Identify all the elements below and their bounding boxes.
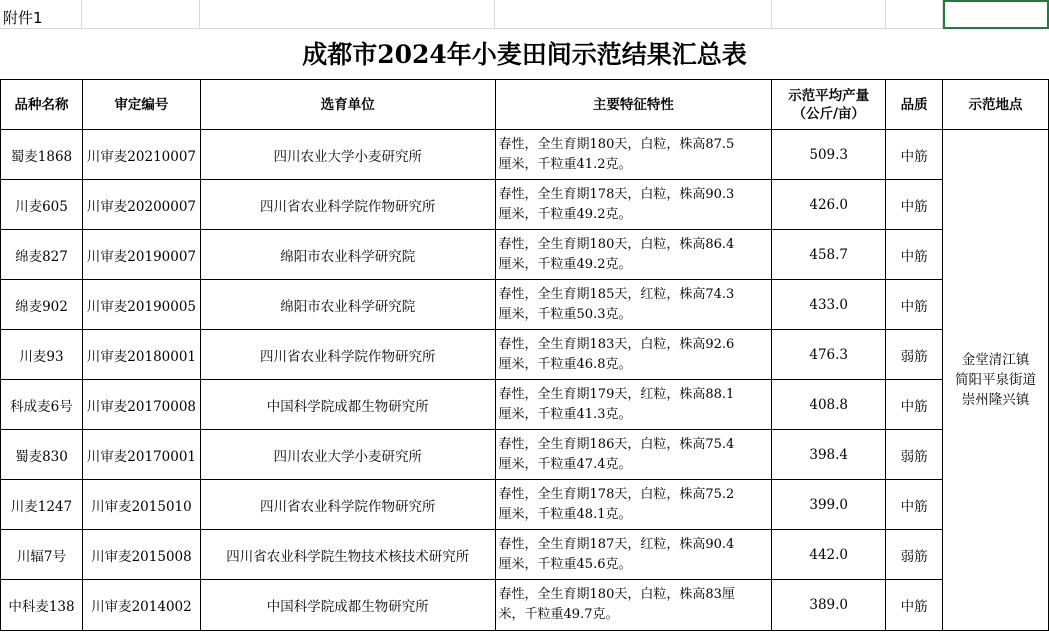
- breeder-cell[interactable]: 中国科学院成都生物研究所: [200, 380, 495, 430]
- selected-cell-g1[interactable]: [943, 0, 1049, 29]
- traits-line-1: 春性，全生育期180天，白粒，株高86.4: [498, 236, 735, 252]
- quality-cell[interactable]: 中筋: [886, 380, 943, 430]
- page-title: 成都市2024年小麦田间示范结果汇总表: [302, 40, 747, 69]
- traits-line-1: 春性，全生育期185天，红粒，株高74.3: [498, 286, 735, 302]
- traits-cell[interactable]: [495, 330, 772, 380]
- table-row: [1, 280, 1049, 330]
- approval-cell[interactable]: 川审麦2014002: [82, 580, 200, 631]
- table-row: [1, 430, 1049, 480]
- table-row: [1, 180, 1049, 230]
- variety-cell[interactable]: 绵麦902: [1, 280, 83, 330]
- site-line: 金堂清江镇: [961, 352, 1030, 368]
- variety-cell[interactable]: 蜀麦1868: [1, 130, 83, 180]
- table-row: [1, 480, 1049, 530]
- traits-cell[interactable]: [495, 280, 772, 330]
- yield-cell[interactable]: 442.0: [772, 530, 886, 580]
- traits-line-2: 厘米，千粒重50.3克。: [498, 306, 632, 322]
- table-row: [1, 530, 1049, 580]
- quality-cell[interactable]: 中筋: [886, 130, 943, 180]
- approval-cell[interactable]: 川审麦2015010: [82, 480, 200, 530]
- approval-cell[interactable]: 川审麦20180001: [82, 330, 200, 380]
- traits-cell[interactable]: [495, 180, 772, 230]
- yield-cell[interactable]: 509.3: [772, 130, 886, 180]
- header-quality[interactable]: 品质: [886, 80, 943, 130]
- variety-cell[interactable]: 科成麦6号: [1, 380, 83, 430]
- breeder-cell[interactable]: 四川省农业科学院生物技术核技术研究所: [200, 530, 495, 580]
- cell-d1[interactable]: [495, 0, 772, 29]
- quality-cell[interactable]: 中筋: [886, 580, 943, 631]
- variety-cell[interactable]: 川麦605: [1, 180, 83, 230]
- spreadsheet-top-grid: [0, 0, 1049, 30]
- traits-cell[interactable]: [495, 530, 772, 580]
- site-line: 崇州隆兴镇: [961, 392, 1030, 408]
- yield-cell[interactable]: 426.0: [772, 180, 886, 230]
- yield-cell[interactable]: 389.0: [772, 580, 886, 631]
- traits-line-1: 春性，全生育期178天，白粒，株高75.2: [498, 486, 735, 502]
- yield-cell[interactable]: 476.3: [772, 330, 886, 380]
- quality-cell[interactable]: 中筋: [886, 180, 943, 230]
- header-approval[interactable]: 审定编号: [82, 80, 200, 130]
- traits-line-1: 春性，全生育期180天，白粒，株高87.5: [498, 136, 735, 152]
- traits-cell[interactable]: [495, 430, 772, 480]
- quality-cell[interactable]: 中筋: [886, 480, 943, 530]
- traits-line-1: 春性，全生育期186天，白粒，株高75.4: [498, 436, 735, 452]
- header-traits[interactable]: 主要特征特性: [495, 80, 772, 130]
- yield-cell[interactable]: 398.4: [772, 430, 886, 480]
- traits-line-1: 春性，全生育期179天，红粒，株高88.1: [498, 386, 735, 402]
- header-yield-line2: （公斤/亩）: [792, 105, 865, 122]
- cell-c1[interactable]: [200, 0, 495, 29]
- traits-line-1: 春性，全生育期180天，白粒，株高83厘: [498, 587, 735, 602]
- cell-e1[interactable]: [772, 0, 886, 29]
- table-row: [1, 380, 1049, 430]
- traits-line-1: 春性，全生育期178天，白粒，株高90.3: [498, 186, 735, 202]
- quality-cell[interactable]: 中筋: [886, 280, 943, 330]
- traits-line-1: 春性，全生育期187天，红粒，株高90.4: [498, 536, 735, 552]
- approval-cell[interactable]: 川审麦20200007: [82, 180, 200, 230]
- traits-cell[interactable]: [495, 230, 772, 280]
- quality-cell[interactable]: 弱筋: [886, 330, 943, 380]
- breeder-cell[interactable]: 绵阳市农业科学研究院: [200, 230, 495, 280]
- variety-cell[interactable]: 川辐7号: [1, 530, 83, 580]
- variety-cell[interactable]: 蜀麦830: [1, 430, 83, 480]
- quality-cell[interactable]: 弱筋: [886, 430, 943, 480]
- quality-cell[interactable]: 弱筋: [886, 530, 943, 580]
- traits-line-2: 厘米，千粒重49.2克。: [498, 206, 632, 222]
- attachment-label: 附件1: [3, 9, 43, 27]
- traits-line-2: 厘米，千粒重47.4克。: [498, 456, 632, 472]
- traits-line-2: 米，千粒重49.7克。: [498, 607, 619, 622]
- approval-cell[interactable]: 川审麦20190007: [82, 230, 200, 280]
- traits-line-2: 厘米，千粒重48.1克。: [498, 506, 632, 522]
- header-yield-line1: 示范平均产量: [788, 87, 870, 104]
- header-breeder[interactable]: 选育单位: [200, 80, 495, 130]
- header-yield[interactable]: [772, 80, 886, 130]
- traits-line-2: 厘米，千粒重41.2克。: [498, 156, 632, 172]
- traits-line-2: 厘米，千粒重49.2克。: [498, 256, 632, 272]
- approval-cell[interactable]: 川审麦20210007: [82, 130, 200, 180]
- breeder-cell[interactable]: 四川农业大学小麦研究所: [200, 430, 495, 480]
- traits-cell[interactable]: [495, 580, 772, 631]
- header-site[interactable]: 示范地点: [943, 80, 1049, 130]
- traits-line-2: 厘米，千粒重45.6克。: [498, 556, 632, 572]
- traits-cell[interactable]: [495, 130, 772, 180]
- cell-f1[interactable]: [886, 0, 943, 29]
- yield-cell[interactable]: 433.0: [772, 280, 886, 330]
- header-variety[interactable]: 品种名称: [1, 80, 83, 130]
- breeder-cell[interactable]: 四川省农业科学院作物研究所: [200, 180, 495, 230]
- traits-cell[interactable]: [495, 380, 772, 430]
- traits-line-2: 厘米，千粒重41.3克。: [498, 406, 632, 422]
- breeder-cell[interactable]: 中国科学院成都生物研究所: [200, 580, 495, 631]
- header-row: [1, 80, 1049, 130]
- breeder-cell[interactable]: 绵阳市农业科学研究院: [200, 280, 495, 330]
- variety-cell[interactable]: 绵麦827: [1, 230, 83, 280]
- yield-cell[interactable]: 399.0: [772, 480, 886, 530]
- table-body: [1, 130, 1049, 631]
- cell-b1[interactable]: [82, 0, 200, 29]
- approval-cell[interactable]: 川审麦20170001: [82, 430, 200, 480]
- approval-cell[interactable]: 川审麦2015008: [82, 530, 200, 580]
- approval-cell[interactable]: 川审麦20170008: [82, 380, 200, 430]
- variety-cell[interactable]: 川麦1247: [1, 480, 83, 530]
- site-cell[interactable]: [943, 130, 1049, 631]
- yield-cell[interactable]: 408.8: [772, 380, 886, 430]
- breeder-cell[interactable]: 四川省农业科学院作物研究所: [200, 480, 495, 530]
- yield-cell[interactable]: 458.7: [772, 230, 886, 280]
- traits-line-2: 厘米，千粒重46.8克。: [498, 356, 632, 372]
- quality-cell[interactable]: 中筋: [886, 230, 943, 280]
- table-row: [1, 230, 1049, 280]
- site-line: 简阳平泉街道: [955, 372, 1037, 388]
- breeder-cell[interactable]: 四川农业大学小麦研究所: [200, 130, 495, 180]
- table-row: [1, 330, 1049, 380]
- table-row: [1, 130, 1049, 180]
- traits-cell[interactable]: [495, 480, 772, 530]
- table-row: [1, 580, 1049, 631]
- breeder-cell[interactable]: 四川省农业科学院作物研究所: [200, 330, 495, 380]
- summary-table: [0, 79, 1049, 631]
- traits-line-1: 春性，全生育期183天，白粒，株高92.6: [498, 336, 735, 352]
- variety-cell[interactable]: 川麦93: [1, 330, 83, 380]
- variety-cell[interactable]: 中科麦138: [1, 580, 83, 631]
- approval-cell[interactable]: 川审麦20190005: [82, 280, 200, 330]
